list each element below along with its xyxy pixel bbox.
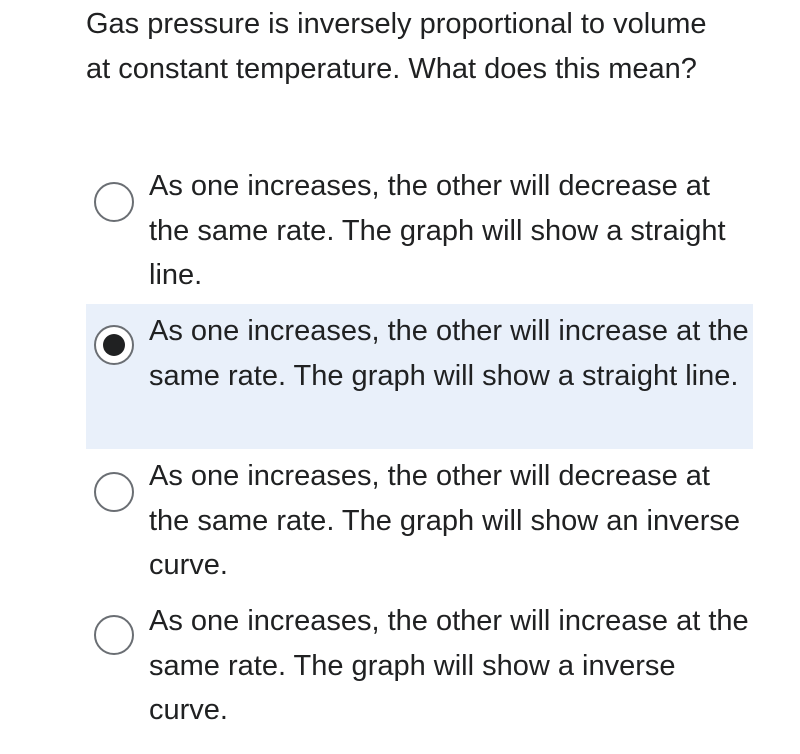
answer-option-2[interactable] (86, 304, 753, 449)
radio-button-unchecked[interactable] (94, 472, 134, 512)
answer-option-1[interactable] (86, 164, 753, 304)
answer-option-3[interactable] (86, 454, 753, 594)
answer-option-4[interactable] (86, 599, 753, 739)
question-text: Gas pressure is inversely proportional to volume at constant temperature. What does this mean? (86, 8, 707, 85)
answer-option-label: As one increases, the other will decrease at the same rate. The graph will show an inverse curve. (149, 460, 741, 581)
answer-option-label: As one increases, the other will increase at the same rate. The graph will show a inverse curve. (149, 605, 749, 726)
radio-button-unchecked[interactable] (94, 615, 134, 655)
radio-button-checked[interactable] (94, 325, 134, 365)
answer-option-label: As one increases, the other will decrease at the same rate. The graph will show a straight line. (149, 170, 726, 291)
radio-button-unchecked[interactable] (94, 182, 134, 222)
answer-option-label: As one increases, the other will increase at the same rate. The graph will show a straight line. (149, 315, 749, 392)
